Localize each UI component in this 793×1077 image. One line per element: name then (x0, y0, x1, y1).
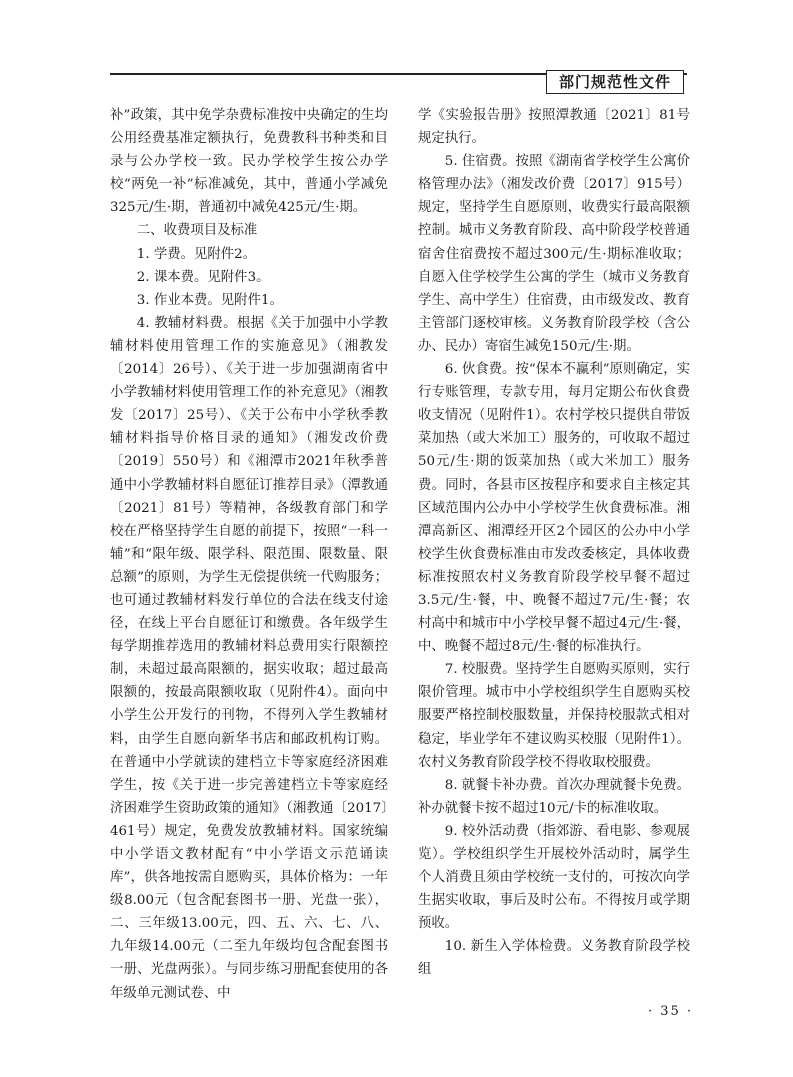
page-number: · 35 · (648, 1004, 694, 1019)
paragraph: 10. 新生入学体检费。义务教育阶段学校组 (418, 939, 690, 978)
paragraph: 8. 就餐卡补办费。首次办理就餐卡免费。补办就餐卡按不超过10元/卡的标准收取。 (418, 777, 690, 816)
paragraph: 7. 校服费。坚持学生自愿购买原则，实行限价管理。城市中小学校组织学生自愿购买校服要严格控制校服数量，并保持校服款式相对稳定，毕业学年不建议购买校服（见附件1）。农村义务教育阶段学校不得收取校服费。 (418, 662, 690, 770)
paragraph: 3. 作业本费。见附件1。 (136, 292, 283, 308)
paragraph: 补”政策，其中免学杂费标准按中央确定的生均公用经费基准定额执行，免费教科书种类和目录与公办学校一致。民办学校学生按公办学校“两免一补”标准减免，其中，普通小学减免325元/生·期，普通初中减免425元/生·期。 (110, 108, 388, 216)
left-column (110, 104, 388, 1005)
paragraph: 9. 校外活动费（指郊游、看电影、参观展览）。学校组织学生开展校外活动时，属学生个人消费且须由学校统一支付的，可按次向学生据实收取，事后及时公布。不得按月或学期预收。 (418, 823, 690, 932)
paragraph: 2. 课本费。见附件3。 (136, 269, 270, 285)
paragraph: 4. 教辅材料费。根据《关于加强中小学教辅材料使用管理工作的实施意见》（湘教发〔2014〕26号）、《关于进一步加强湖南省中小学教辅材料使用管理工作的补充意见》（湘教发〔2017〕25号）、《关于公布中小学秋季教辅材料指导价格目录的通知》（湘发改价费〔2019〕550号）和《湘潭市2021年秋季普通中小学教辅材料自愿征订推荐目录》（潭教通〔2021〕81号）等精神，各级教育部门和学校在严格坚持学生自愿的前提下，按照“一科一辅”和“限年级、限学科、限范围、限数量、限总额”的原则，为学生无偿提供统一代购服务；也可通过教辅材料发行单位的合法在线支付途径，在线上平台自愿征订和缴费。各年级学生每学期推荐选用的教辅材料总费用实行限额控制，未超过最高限额的，据实收取；超过最高限额的，按最高限额收取（见附件4）。面向中小学生公开发行的刊物，不得列入学生教辅材料，由学生自愿向新华书店和邮政机构订购。在普通中小学就读的建档立卡等家庭经济困难学生，按《关于进一步完善建档立卡等家庭经济困难学生资助政策的通知》（湘教通〔2017〕461号）规定，免费发放教辅材料。国家统编中小学语文教材配有“中小学语文示范诵读库”，供各地按需自愿购买，具体价格为：一年级8.00元（包含配套图书一册、光盘一张），二、三年级13.00元，四、五、六、七、八、九年级14.00元（二至九年级均包含配套图书一册、光盘两张）。与同步练习册配套使用的各年级单元测试卷、中 (110, 315, 388, 1001)
paragraph: 5. 住宿费。按照《湖南省学校学生公寓价格管理办法》（湘发改价费〔2017〕915号）规定，坚持学生自愿原则，收费实行最高限额控制。城市义务教育阶段、高中阶段学校普通宿舍住宿费按不超过300元/生·期标准收取；自愿入住学校学生公寓的学生（城市义务教育学生、高中学生）住宿费，由市级发改、教育主管部门逐校审核。义务教育阶段学校（含公办、民办）寄宿生减免150元/生·期。 (418, 154, 690, 354)
paragraph: 1. 学费。见附件2。 (136, 246, 257, 262)
paragraph: 6. 伙食费。按“保本不赢利”原则确定，实行专账管理，专款专用，每月定期公布伙食费收支情况（见附件1）。农村学校只提供自带饭菜加热（或大米加工）服务的，可收取不超过50元/生·期的饭菜加热（或大米加工）服务费。同时，各县市区按程序和要求自主核定其区域范围内公办中小学校学生伙食费标准。湘潭高新区、湘潭经开区2个园区的公办中小学校学生伙食费标准由市发改委核定，具体收费标准按照农村义务教育阶段学校早餐不超过3.5元/生·餐，中、晚餐不超过7元/生·餐；农村高中和城市中小学校早餐不超过4元/生·餐，中、晚餐不超过8元/生·餐的标准执行。 (418, 362, 690, 655)
paragraph: 学《实验报告册》按照潭教通〔2021〕81号规定执行。 (418, 108, 690, 147)
paragraph: 二、收费项目及标准 (136, 223, 258, 239)
right-column (418, 104, 690, 982)
section-tag: 部门规范性文件 (546, 70, 684, 94)
